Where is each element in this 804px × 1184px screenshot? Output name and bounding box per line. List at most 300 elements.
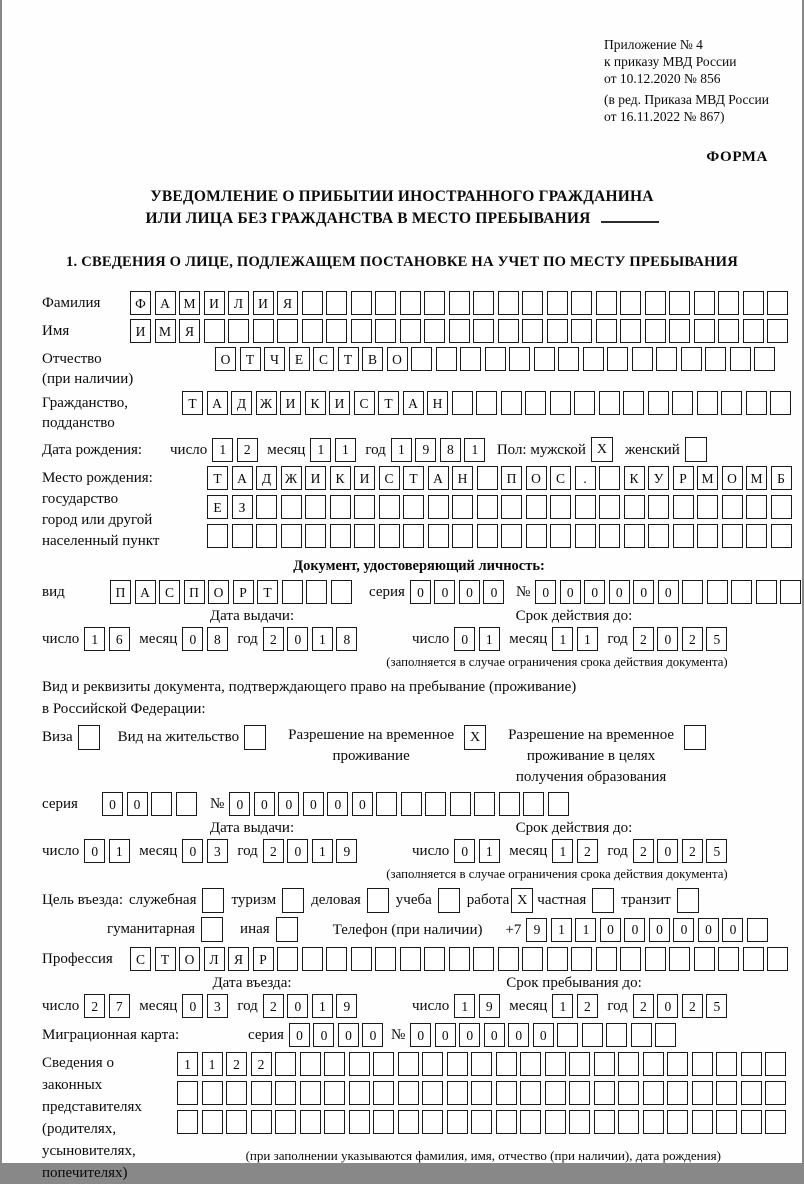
char-cell[interactable]: 1 [454,994,475,1018]
char-cell[interactable] [282,580,303,604]
char-cell[interactable] [743,319,764,343]
char-cell[interactable] [398,1052,419,1076]
char-cell[interactable] [643,1110,664,1134]
char-cell[interactable] [520,1052,541,1076]
char-cell[interactable] [496,1052,517,1076]
char-cell[interactable] [324,1110,345,1134]
char-cell[interactable]: Т [182,391,203,415]
char-cell[interactable] [425,792,446,816]
char-cell[interactable]: 0 [327,792,348,816]
char-cell[interactable] [618,1052,639,1076]
char-cell[interactable] [767,947,788,971]
char-cell[interactable] [716,1081,737,1105]
char-cell[interactable]: 1 [577,627,598,651]
char-cell[interactable]: О [387,347,408,371]
char-cell[interactable] [256,524,277,548]
char-cell[interactable] [501,495,522,519]
char-cell[interactable]: О [215,347,236,371]
char-cell[interactable] [349,1110,370,1134]
char-cell[interactable]: 0 [278,792,299,816]
char-cell[interactable] [575,495,596,519]
char-cell[interactable] [473,319,494,343]
char-cell[interactable]: 9 [526,918,547,942]
char-cell[interactable] [669,291,690,315]
char-cell[interactable]: 1 [212,438,233,462]
char-cell[interactable]: 1 [109,839,130,863]
char-cell[interactable] [765,1052,786,1076]
char-cell[interactable] [281,524,302,548]
char-cell[interactable] [656,347,677,371]
char-cell[interactable]: 0 [338,1023,359,1047]
char-cell[interactable] [607,347,628,371]
char-cell[interactable]: С [550,466,571,490]
char-cell[interactable] [557,1023,578,1047]
char-cell[interactable] [697,391,718,415]
char-cell[interactable] [331,580,352,604]
char-cell[interactable] [411,347,432,371]
char-cell[interactable] [450,792,471,816]
char-cell[interactable]: 0 [182,839,203,863]
char-cell[interactable] [398,1110,419,1134]
char-cell[interactable] [599,524,620,548]
char-cell[interactable]: 2 [577,994,598,1018]
char-cell[interactable]: Е [207,495,228,519]
char-cell[interactable]: И [354,466,375,490]
char-cell[interactable]: А [135,580,156,604]
char-cell[interactable] [326,319,347,343]
char-cell[interactable] [550,524,571,548]
char-cell[interactable] [471,1081,492,1105]
char-cell[interactable] [520,1081,541,1105]
char-cell[interactable]: 1 [312,627,333,651]
char-cell[interactable]: 2 [237,438,258,462]
char-cell[interactable]: 0 [313,1023,334,1047]
char-cell[interactable] [743,947,764,971]
char-cell[interactable]: 0 [609,580,630,604]
char-cell[interactable]: 1 [479,627,500,651]
char-cell[interactable] [722,495,743,519]
char-cell[interactable] [253,319,274,343]
char-cell[interactable] [436,347,457,371]
char-cell[interactable]: 8 [440,438,461,462]
char-cell[interactable] [422,1052,443,1076]
char-cell[interactable] [354,524,375,548]
char-cell[interactable] [667,1052,688,1076]
char-cell[interactable] [682,580,703,604]
char-cell[interactable] [251,1110,272,1134]
char-cell[interactable]: 1 [84,627,105,651]
char-cell[interactable]: Д [231,391,252,415]
char-cell[interactable] [151,792,172,816]
char-cell[interactable]: Я [228,947,249,971]
char-cell[interactable]: 1 [312,994,333,1018]
char-cell[interactable] [232,524,253,548]
char-cell[interactable] [477,466,498,490]
char-cell[interactable] [673,495,694,519]
char-cell[interactable] [596,947,617,971]
char-cell[interactable] [452,495,473,519]
char-cell[interactable] [767,291,788,315]
char-cell[interactable] [631,1023,652,1047]
char-cell[interactable]: 1 [391,438,412,462]
char-cell[interactable]: Ж [256,391,277,415]
char-cell[interactable] [716,1110,737,1134]
char-cell[interactable] [275,1052,296,1076]
char-cell[interactable]: 0 [657,994,678,1018]
char-cell[interactable]: 0 [624,918,645,942]
char-cell[interactable] [177,1110,198,1134]
char-cell[interactable]: 0 [434,580,455,604]
char-cell[interactable] [275,1110,296,1134]
char-cell[interactable] [400,947,421,971]
temp-residence-checkbox[interactable]: X [464,725,486,750]
char-cell[interactable] [606,1023,627,1047]
char-cell[interactable] [547,291,568,315]
char-cell[interactable] [558,347,579,371]
char-cell[interactable]: 3 [207,839,228,863]
char-cell[interactable] [705,347,726,371]
char-cell[interactable] [780,580,801,604]
char-cell[interactable] [718,319,739,343]
purpose-transit-checkbox[interactable] [677,888,699,913]
char-cell[interactable]: 9 [415,438,436,462]
char-cell[interactable] [655,1023,676,1047]
char-cell[interactable] [373,1081,394,1105]
char-cell[interactable]: 6 [109,627,130,651]
char-cell[interactable]: 0 [535,580,556,604]
char-cell[interactable]: С [130,947,151,971]
char-cell[interactable] [300,1081,321,1105]
char-cell[interactable] [305,524,326,548]
char-cell[interactable]: Л [204,947,225,971]
char-cell[interactable]: 5 [706,627,727,651]
char-cell[interactable] [623,391,644,415]
char-cell[interactable]: А [403,391,424,415]
char-cell[interactable]: А [207,391,228,415]
char-cell[interactable] [697,524,718,548]
char-cell[interactable] [523,792,544,816]
visa-checkbox[interactable] [78,725,100,750]
char-cell[interactable]: Н [427,391,448,415]
char-cell[interactable]: Р [673,466,694,490]
char-cell[interactable]: 0 [459,1023,480,1047]
char-cell[interactable]: 2 [633,839,654,863]
char-cell[interactable]: 0 [410,1023,431,1047]
char-cell[interactable] [730,347,751,371]
char-cell[interactable]: 8 [207,627,228,651]
char-cell[interactable] [582,1023,603,1047]
char-cell[interactable] [571,947,592,971]
char-cell[interactable] [452,524,473,548]
char-cell[interactable]: 0 [410,580,431,604]
char-cell[interactable] [403,524,424,548]
char-cell[interactable]: М [697,466,718,490]
char-cell[interactable] [204,319,225,343]
char-cell[interactable] [596,291,617,315]
char-cell[interactable] [354,495,375,519]
char-cell[interactable]: Т [378,391,399,415]
char-cell[interactable]: 1 [310,438,331,462]
char-cell[interactable]: 1 [552,994,573,1018]
char-cell[interactable] [351,291,372,315]
char-cell[interactable] [498,291,519,315]
char-cell[interactable] [722,524,743,548]
char-cell[interactable] [648,391,669,415]
char-cell[interactable] [620,947,641,971]
char-cell[interactable] [648,495,669,519]
char-cell[interactable] [498,947,519,971]
char-cell[interactable]: 0 [459,580,480,604]
char-cell[interactable]: Т [155,947,176,971]
purpose-study-checkbox[interactable] [438,888,460,913]
char-cell[interactable] [645,947,666,971]
char-cell[interactable]: 0 [127,792,148,816]
char-cell[interactable]: 1 [552,627,573,651]
char-cell[interactable]: И [204,291,225,315]
char-cell[interactable] [522,319,543,343]
char-cell[interactable] [447,1052,468,1076]
char-cell[interactable]: И [305,466,326,490]
char-cell[interactable] [379,524,400,548]
char-cell[interactable]: 7 [109,994,130,1018]
char-cell[interactable] [620,291,641,315]
char-cell[interactable] [471,1052,492,1076]
char-cell[interactable]: Е [289,347,310,371]
char-cell[interactable]: 1 [177,1052,198,1076]
char-cell[interactable] [476,391,497,415]
char-cell[interactable]: 0 [254,792,275,816]
char-cell[interactable]: 0 [84,839,105,863]
char-cell[interactable] [379,495,400,519]
char-cell[interactable] [574,391,595,415]
purpose-official-checkbox[interactable] [202,888,224,913]
char-cell[interactable] [718,947,739,971]
char-cell[interactable] [422,1110,443,1134]
char-cell[interactable] [473,291,494,315]
char-cell[interactable]: С [313,347,334,371]
char-cell[interactable] [765,1110,786,1134]
char-cell[interactable] [401,792,422,816]
char-cell[interactable]: 2 [682,627,703,651]
char-cell[interactable] [583,347,604,371]
char-cell[interactable] [509,347,530,371]
char-cell[interactable]: 0 [649,918,670,942]
char-cell[interactable] [428,524,449,548]
char-cell[interactable] [669,319,690,343]
char-cell[interactable] [692,1081,713,1105]
char-cell[interactable]: С [379,466,400,490]
char-cell[interactable] [620,319,641,343]
char-cell[interactable] [349,1052,370,1076]
char-cell[interactable]: 5 [706,839,727,863]
char-cell[interactable] [460,347,481,371]
char-cell[interactable] [202,1081,223,1105]
char-cell[interactable] [351,319,372,343]
char-cell[interactable] [324,1081,345,1105]
char-cell[interactable]: Ж [281,466,302,490]
char-cell[interactable] [771,495,792,519]
char-cell[interactable] [746,391,767,415]
char-cell[interactable] [373,1110,394,1134]
char-cell[interactable] [526,495,547,519]
char-cell[interactable] [324,1052,345,1076]
char-cell[interactable]: П [184,580,205,604]
char-cell[interactable] [176,792,197,816]
char-cell[interactable] [756,580,777,604]
char-cell[interactable]: 5 [706,994,727,1018]
char-cell[interactable]: 0 [454,839,475,863]
char-cell[interactable] [618,1081,639,1105]
char-cell[interactable]: 9 [479,994,500,1018]
char-cell[interactable] [302,947,323,971]
char-cell[interactable]: 1 [202,1052,223,1076]
char-cell[interactable] [256,495,277,519]
residence-permit-checkbox[interactable] [244,725,266,750]
char-cell[interactable] [694,291,715,315]
char-cell[interactable]: М [746,466,767,490]
char-cell[interactable] [645,291,666,315]
char-cell[interactable] [526,524,547,548]
char-cell[interactable] [672,391,693,415]
char-cell[interactable]: Л [228,291,249,315]
char-cell[interactable]: 1 [551,918,572,942]
char-cell[interactable] [349,1081,370,1105]
char-cell[interactable] [277,319,298,343]
char-cell[interactable] [373,1052,394,1076]
char-cell[interactable] [452,391,473,415]
char-cell[interactable]: 3 [207,994,228,1018]
char-cell[interactable] [499,792,520,816]
char-cell[interactable]: Р [233,580,254,604]
char-cell[interactable]: 0 [484,1023,505,1047]
char-cell[interactable] [498,319,519,343]
char-cell[interactable]: 1 [575,918,596,942]
temp-residence-edu-checkbox[interactable] [684,725,706,750]
char-cell[interactable] [643,1052,664,1076]
char-cell[interactable] [281,495,302,519]
char-cell[interactable] [520,1110,541,1134]
char-cell[interactable] [746,495,767,519]
char-cell[interactable] [447,1081,468,1105]
char-cell[interactable] [594,1081,615,1105]
char-cell[interactable]: И [280,391,301,415]
char-cell[interactable] [707,580,728,604]
char-cell[interactable] [643,1081,664,1105]
char-cell[interactable]: 2 [263,627,284,651]
char-cell[interactable] [501,391,522,415]
char-cell[interactable] [731,580,752,604]
char-cell[interactable]: Т [338,347,359,371]
char-cell[interactable] [770,391,791,415]
char-cell[interactable]: В [362,347,383,371]
char-cell[interactable] [376,792,397,816]
purpose-other-checkbox[interactable] [276,917,298,942]
char-cell[interactable] [424,947,445,971]
char-cell[interactable] [300,1110,321,1134]
char-cell[interactable]: 1 [552,839,573,863]
char-cell[interactable] [424,319,445,343]
char-cell[interactable] [300,1052,321,1076]
char-cell[interactable]: 2 [633,627,654,651]
char-cell[interactable] [306,580,327,604]
char-cell[interactable] [747,918,768,942]
char-cell[interactable]: И [130,319,151,343]
char-cell[interactable]: 0 [698,918,719,942]
char-cell[interactable] [326,947,347,971]
char-cell[interactable]: 1 [464,438,485,462]
char-cell[interactable] [721,391,742,415]
char-cell[interactable] [400,319,421,343]
char-cell[interactable]: С [159,580,180,604]
char-cell[interactable] [326,291,347,315]
char-cell[interactable]: Н [452,466,473,490]
char-cell[interactable] [422,1081,443,1105]
char-cell[interactable] [645,319,666,343]
char-cell[interactable]: 2 [226,1052,247,1076]
char-cell[interactable]: Я [179,319,200,343]
char-cell[interactable] [226,1110,247,1134]
char-cell[interactable] [550,391,571,415]
char-cell[interactable] [569,1110,590,1134]
char-cell[interactable] [449,947,470,971]
char-cell[interactable]: 0 [352,792,373,816]
char-cell[interactable]: 0 [287,839,308,863]
char-cell[interactable] [743,291,764,315]
char-cell[interactable] [375,319,396,343]
char-cell[interactable]: . [575,466,596,490]
char-cell[interactable] [716,1052,737,1076]
char-cell[interactable] [741,1081,762,1105]
char-cell[interactable] [302,291,323,315]
char-cell[interactable] [202,1110,223,1134]
char-cell[interactable]: 1 [479,839,500,863]
char-cell[interactable] [575,524,596,548]
char-cell[interactable]: Б [771,466,792,490]
char-cell[interactable] [547,947,568,971]
char-cell[interactable] [501,524,522,548]
char-cell[interactable]: Р [253,947,274,971]
char-cell[interactable] [718,291,739,315]
char-cell[interactable] [569,1052,590,1076]
char-cell[interactable]: 9 [336,994,357,1018]
char-cell[interactable]: Я [277,291,298,315]
char-cell[interactable]: М [155,319,176,343]
char-cell[interactable] [648,524,669,548]
char-cell[interactable] [496,1081,517,1105]
char-cell[interactable]: О [722,466,743,490]
char-cell[interactable]: 0 [600,918,621,942]
char-cell[interactable] [599,495,620,519]
char-cell[interactable]: К [624,466,645,490]
char-cell[interactable]: 0 [289,1023,310,1047]
char-cell[interactable]: 2 [263,994,284,1018]
char-cell[interactable] [741,1052,762,1076]
char-cell[interactable] [424,291,445,315]
char-cell[interactable] [571,291,592,315]
char-cell[interactable] [375,947,396,971]
char-cell[interactable] [330,524,351,548]
char-cell[interactable] [545,1081,566,1105]
char-cell[interactable]: 2 [682,994,703,1018]
char-cell[interactable]: 0 [454,627,475,651]
char-cell[interactable] [624,495,645,519]
char-cell[interactable] [226,1081,247,1105]
char-cell[interactable] [330,495,351,519]
char-cell[interactable]: О [179,947,200,971]
char-cell[interactable]: 0 [633,580,654,604]
purpose-work-checkbox[interactable]: X [511,888,533,913]
char-cell[interactable] [681,347,702,371]
